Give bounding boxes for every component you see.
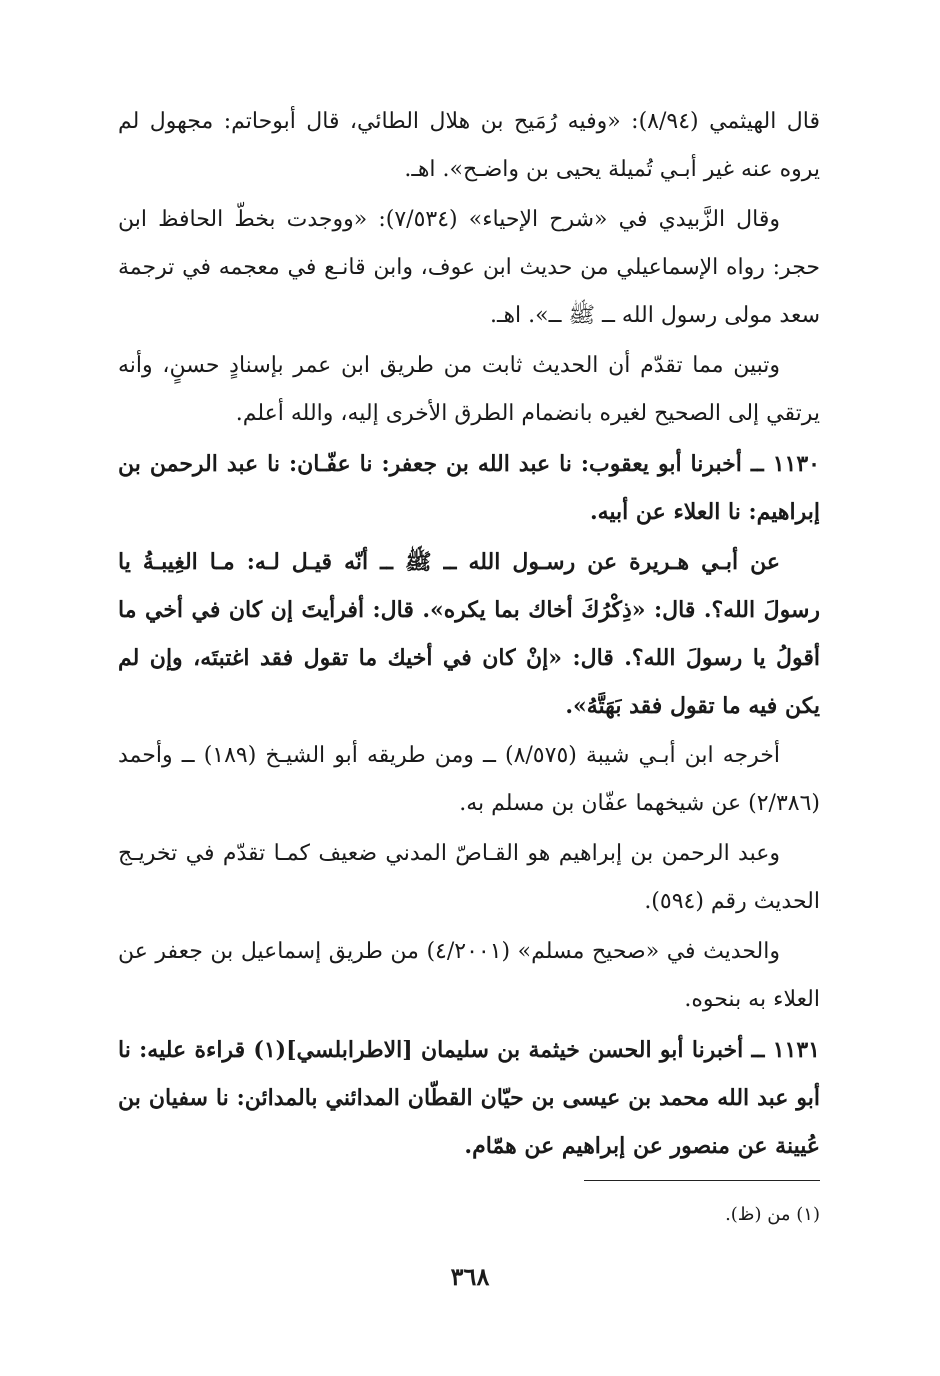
paragraph-narrator-note: وعبد الرحمن بن إبراهيم هو القـاصّ المدني ضعيف كمـا تقدّم في تخريـج الحديث رقم (٥٩٤). (118, 841, 820, 914)
hadith-1130-isnad: ١١٣٠ ــ أخبرنا أبو يعقوب: نا عبد الله بن جعفر: نا عفّـان: نا عبد الرحمن بن إبراهيم: نا العلاء عن أبيه. (118, 451, 820, 525)
paragraph-haythami: قال الهيثمي (٨/٩٤): «وفيه رُمَيح بن هلال الطائي، قال أبوحاتم: مجهول لم يروه عنه غير أبـي تُميلة يحيى بن واضـح». اهـ. (118, 109, 821, 182)
hadith-1131-isnad: ١١٣١ ــ أخبرنا أبو الحسن خيثمة بن سليمان [الاطرابلسي](١) قراءة عليه: نا أبو عبد الله محمد بن عيسى بن حيّان القطّان المدائني بالمدائن: نا سفيان بن عُيينة عن منصور عن إبراهيم عن همّام. (118, 1037, 820, 1159)
footnote-divider (584, 1180, 820, 1181)
footnote: (١) من (ظ). (725, 1204, 820, 1225)
paragraph-takhrij: أخرجه ابن أبـي شيبة (٨/٥٧٥) ــ ومن طريقه أبو الشيـخ (١٨٩) ــ وأحمد (٢/٣٨٦) عن شيخهما عفّان بن مسلم به. (118, 743, 820, 816)
paragraph-sahih-muslim: والحديث في «صحيح مسلم» (٤/٢٠٠١) من طريق إسماعيل بن جعفر عن العلاء به بنحوه. (118, 939, 820, 1012)
page-body (118, 98, 820, 1172)
paragraph-zabidi: وقال الزَّبيدي في «شرح الإحياء» (٧/٥٣٤): «ووجدت بخطّ الحافظ ابن حجر: رواه الإسماعيلي من حديث ابن عوف، وابن قانـع في معجمه في ترجمة سعد مولى رسول الله ــ ﷺ ــ». اهـ. (118, 207, 820, 328)
page-number: ٣٦٨ (450, 1262, 490, 1291)
hadith-1130-matn: عن أبـي هـريرة عن رسـول الله ــ ﷺ ــ أنّه قيـل لـه: مـا الغِيبـةُ يا رسولَ الله؟. قال: «ذِكْرُكَ أخاك بما يكره». قال: أفرأيتَ إن كان في أخي ما أقولُ يا رسولَ الله؟. قال: «إنْ كان في أخيك ما تقول فقد اغتبتَه، وإن لم يكن فيه ما تقول فقد بَهَتَّهُ». (118, 549, 820, 719)
paragraph-conclusion: وتبين مما تقدّم أن الحديث ثابت من طريق ابن عمر بإسنادٍ حسنٍ، وأنه يرتقي إلى الصحيح لغيره بانضمام الطرق الأخرى إليه، والله أعلم. (118, 353, 820, 426)
